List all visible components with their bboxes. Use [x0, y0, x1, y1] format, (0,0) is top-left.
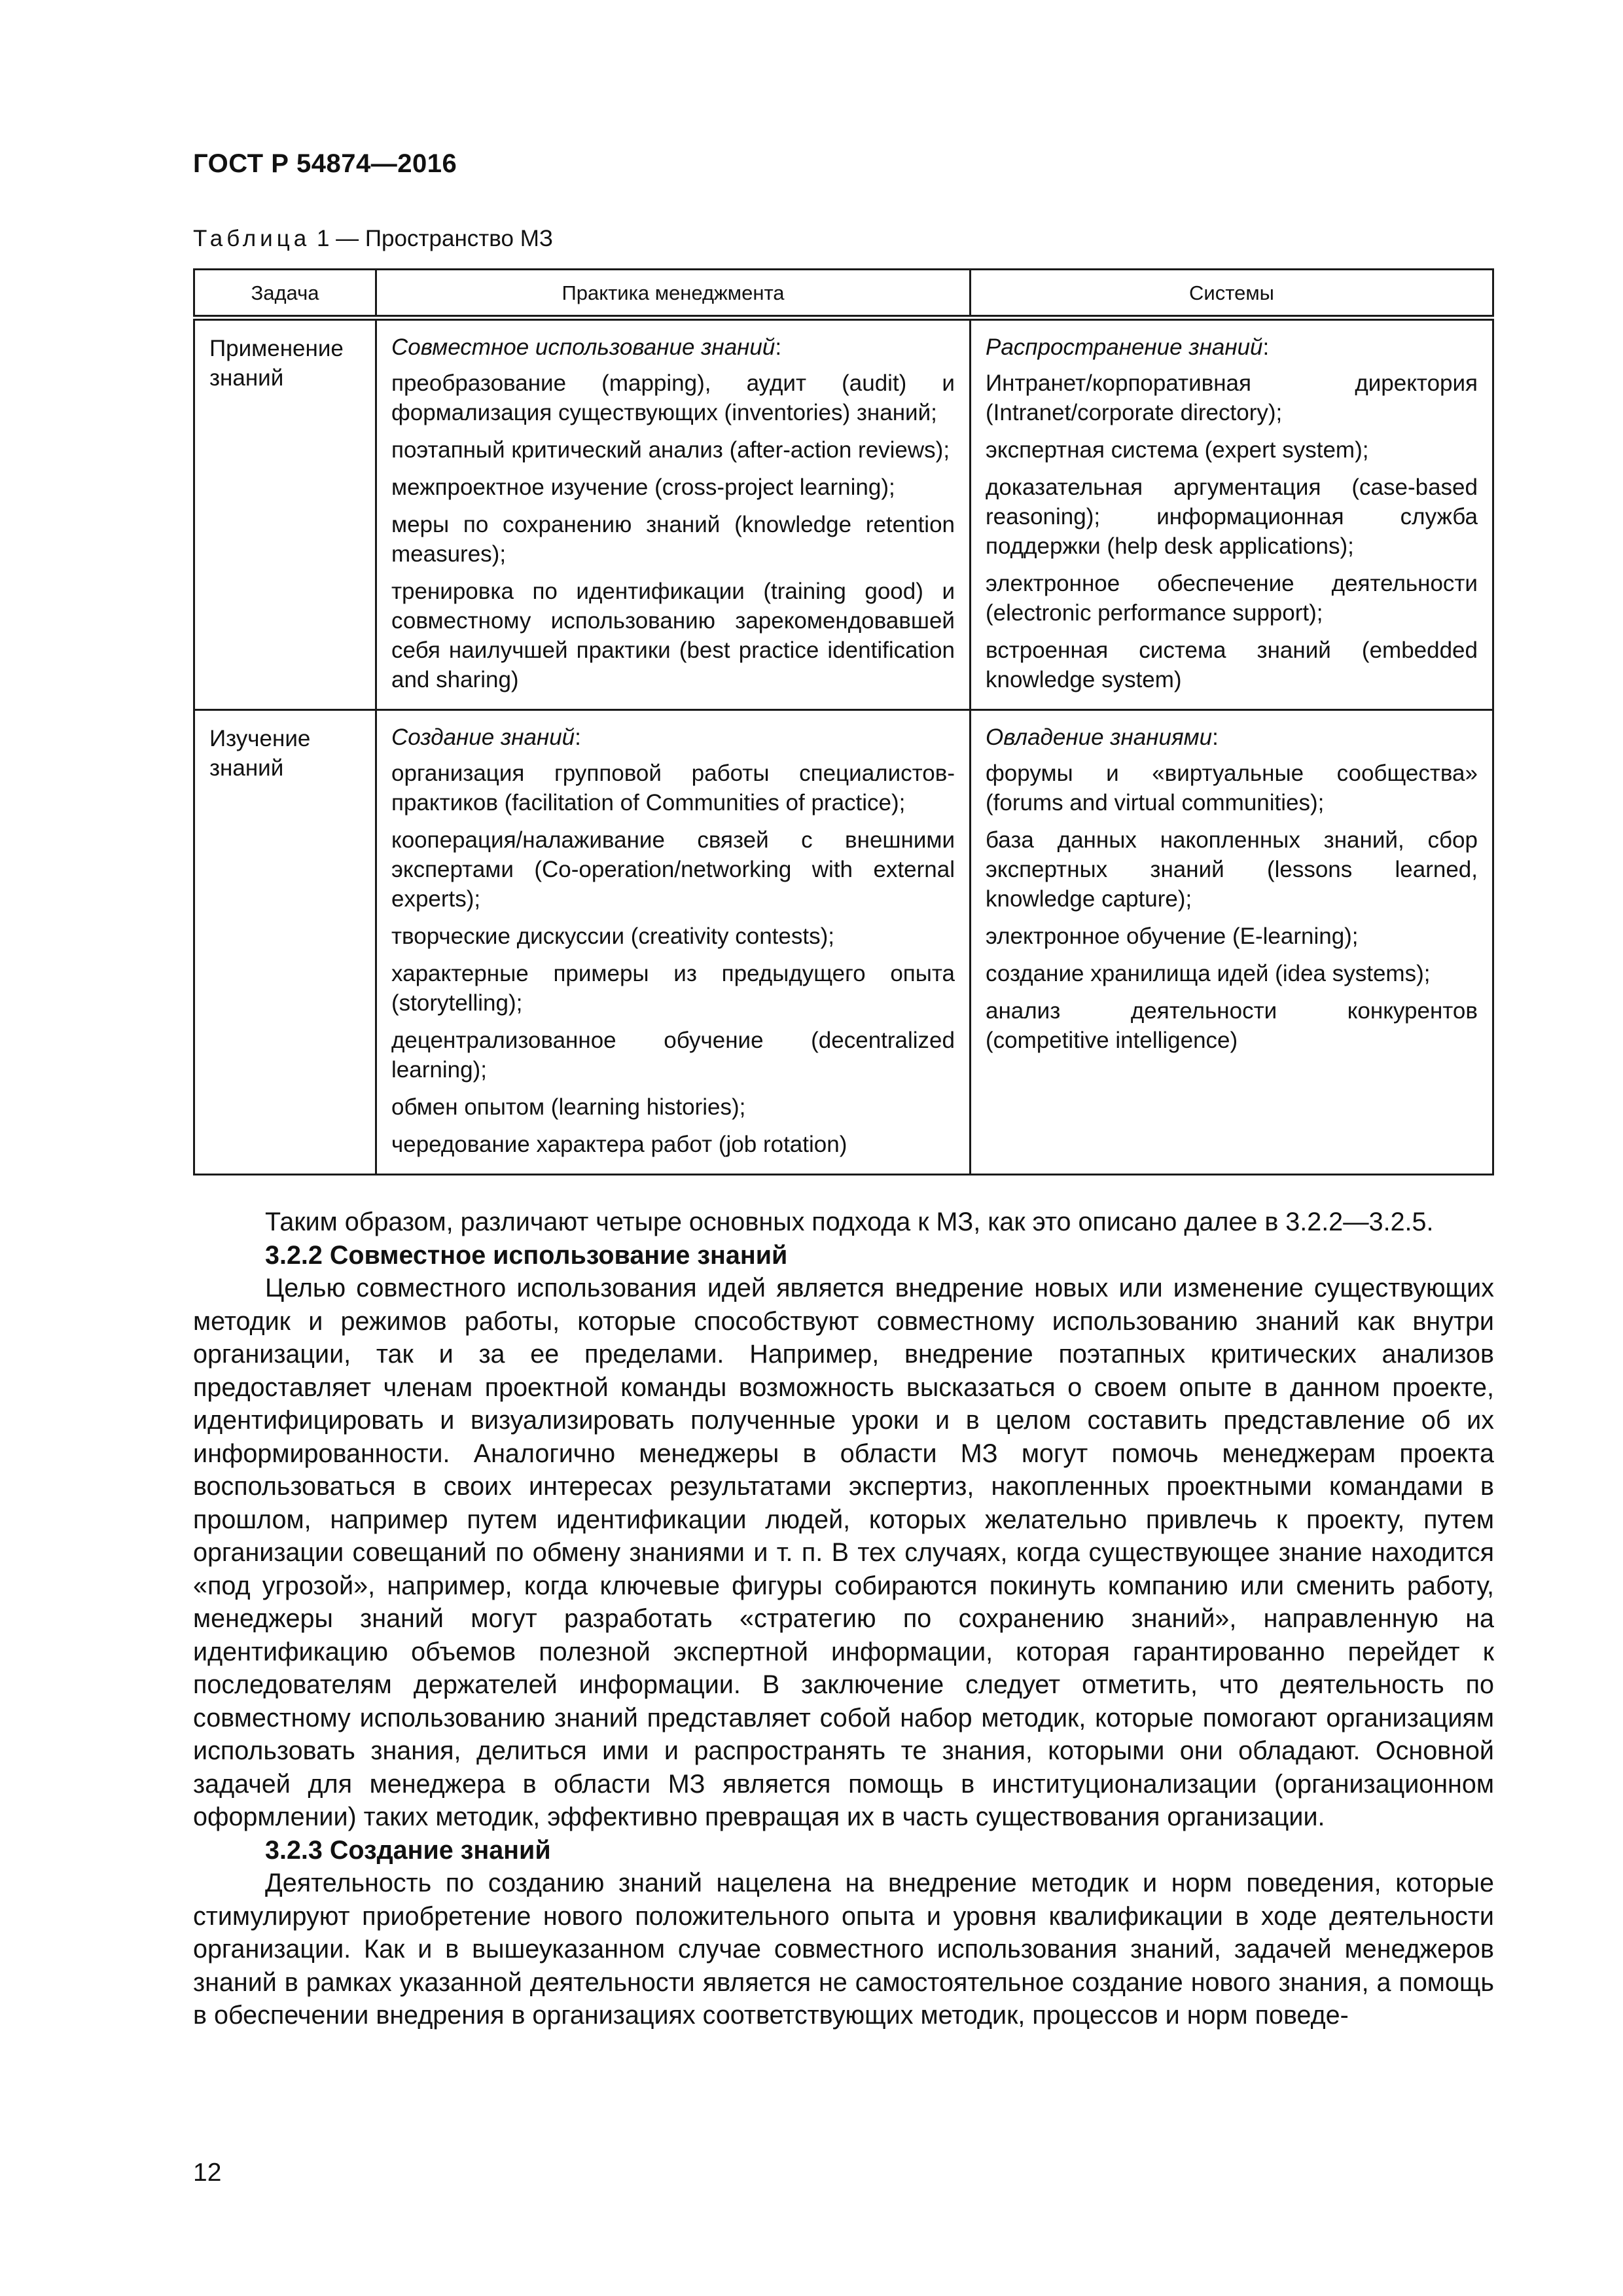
- table-row: [194, 318, 1493, 710]
- table-caption: [193, 226, 553, 252]
- practice-category: Совместное использование знаний:: [391, 334, 782, 360]
- section-heading-3-2-3: 3.2.3 Создание знаний: [265, 1835, 551, 1865]
- practice-item: поэтапный критический анализ (after-action reviews);: [391, 437, 950, 463]
- practice-item: кооперация/налаживание связей с внешними экспертами (Co-operation/networking with external experts);: [391, 827, 955, 912]
- systems-cell: [971, 710, 1493, 1175]
- systems-item: форумы и «виртуальные сообщества» (forums and virtual communities);: [986, 761, 1478, 816]
- task-cell: Применение знаний: [194, 318, 376, 710]
- km-space-table: [193, 268, 1494, 1175]
- body-text: [193, 1206, 1494, 2032]
- page-number: 12: [193, 2159, 222, 2187]
- practice-cell: [376, 710, 971, 1175]
- practice-item: чередование характера работ (job rotation): [391, 1132, 847, 1157]
- practice-item: преобразование (mapping), аудит (audit) и формализация существующих (inventories) знаний;: [391, 370, 955, 425]
- systems-item: встроенная система знаний (embedded knowledge system): [986, 637, 1478, 692]
- systems-item: доказательная аргументация (case-based reasoning); информационная служба поддержки (help desk applications);: [986, 475, 1478, 559]
- systems-item: Интранет/корпоративная директория (Intranet/corporate directory);: [986, 370, 1478, 425]
- practice-item: тренировка по идентификации (training good) и совместному использованию зарекомендовавшей себя наилучшей практики (best practice identification and sharing): [391, 579, 955, 692]
- table-caption-number: 1: [316, 226, 330, 251]
- systems-item: база данных накопленных знаний, сбор экспертных знаний (lessons learned, knowledge capture);: [986, 827, 1478, 912]
- systems-cell: [971, 318, 1493, 710]
- table-caption-label: Таблица: [193, 226, 311, 251]
- practice-item: децентрализованное обучение (decentralized learning);: [391, 1028, 955, 1083]
- table-caption-title: — Пространство МЗ: [336, 226, 553, 251]
- intro-paragraph: Таким образом, различают четыре основных подхода к МЗ, как это описано далее в 3.2.2—3.2.5.: [265, 1208, 1434, 1236]
- practice-item: характерные примеры из предыдущего опыта (storytelling);: [391, 961, 955, 1016]
- systems-category: Распространение знаний:: [986, 334, 1270, 360]
- column-header-task: Задача: [194, 270, 376, 318]
- section-paragraph-3-2-3: Деятельность по созданию знаний нацелена на внедрение методик и норм поведения, которые стимулируют приобретение нового положительного опыта и уровня квалификации в ходе деятельности организации. Как и в вышеуказанном случае совместного использования знаний, задачей менеджеров знаний в рамках указанной деятельности является не самостоятельное создание нового знания, а помощь в обеспечении внедрения в организациях соответствующих методик, процессов и норм поведе-: [193, 1869, 1494, 2030]
- column-header-systems: Системы: [971, 270, 1493, 318]
- column-header-practice: Практика менеджмента: [376, 270, 971, 318]
- practice-item: творческие дискуссии (creativity contests);: [391, 924, 834, 949]
- section-heading-3-2-2: 3.2.2 Совместное использование знаний: [265, 1240, 788, 1270]
- table-row: [194, 710, 1493, 1175]
- systems-item: создание хранилища идей (idea systems);: [986, 961, 1431, 986]
- practice-item: межпроектное изучение (cross-project learning);: [391, 475, 895, 500]
- practice-cell: [376, 318, 971, 710]
- document-code: ГОСТ Р 54874—2016: [193, 149, 457, 178]
- practice-item: организация групповой работы специалистов-практиков (facilitation of Communities of practice);: [391, 761, 955, 816]
- systems-item: электронное обучение (E-learning);: [986, 924, 1359, 949]
- systems-item: экспертная система (expert system);: [986, 437, 1369, 463]
- systems-item: анализ деятельности конкурентов (competitive intelligence): [986, 998, 1478, 1053]
- task-cell: Изучение знаний: [194, 710, 376, 1175]
- practice-item: меры по сохранению знаний (knowledge retention measures);: [391, 512, 955, 567]
- systems-item: электронное обеспечение деятельности (electronic performance support);: [986, 571, 1478, 626]
- practice-category: Создание знаний:: [391, 725, 581, 750]
- systems-category: Овладение знаниями:: [986, 725, 1219, 750]
- section-paragraph-3-2-2: Целью совместного использования идей является внедрение новых или изменение существующих методик и режимов работы, которые способствуют совместному использованию знаний как внутри организации, так и за ее пределами. Например, внедрение поэтапных критических анализов предоставляет членам проектной команды возможность высказаться о своем опыте в данном проекте, идентифицировать и визуализировать полученные уроки и в целом составить представление об их информированности. Аналогично менеджеры в области МЗ могут помочь менеджерам проекта воспользоваться в своих интересах результатами экспертиз, накопленных проектными командами в прошлом, например путем идентификации людей, которых желательно привлечь к проекту, путем организации совещаний по обмену знаниями и т. п. В тех случаях, когда существующее знание находится «под угрозой», например, когда ключевые фигуры собираются покинуть компанию или сменить работу, менеджеры знаний могут разработать «стратегию по сохранению знаний», направленную на идентификацию объемов полезной экспертной информации, которая гарантированно перейдет к последователям держателей информации. В заключение следует отметить, что деятельность по совместному использованию знаний представляет собой набор методик, которые помогают организациям использовать знания, делиться ими и распространять те знания, которыми они обладают. Основной задачей для менеджера в области МЗ является помощь в институционализации (организационном оформлении) таких методик, эффективно превращая их в часть существования организации.: [193, 1274, 1494, 1831]
- practice-item: обмен опытом (learning histories);: [391, 1094, 746, 1120]
- table-header-row: [194, 270, 1493, 318]
